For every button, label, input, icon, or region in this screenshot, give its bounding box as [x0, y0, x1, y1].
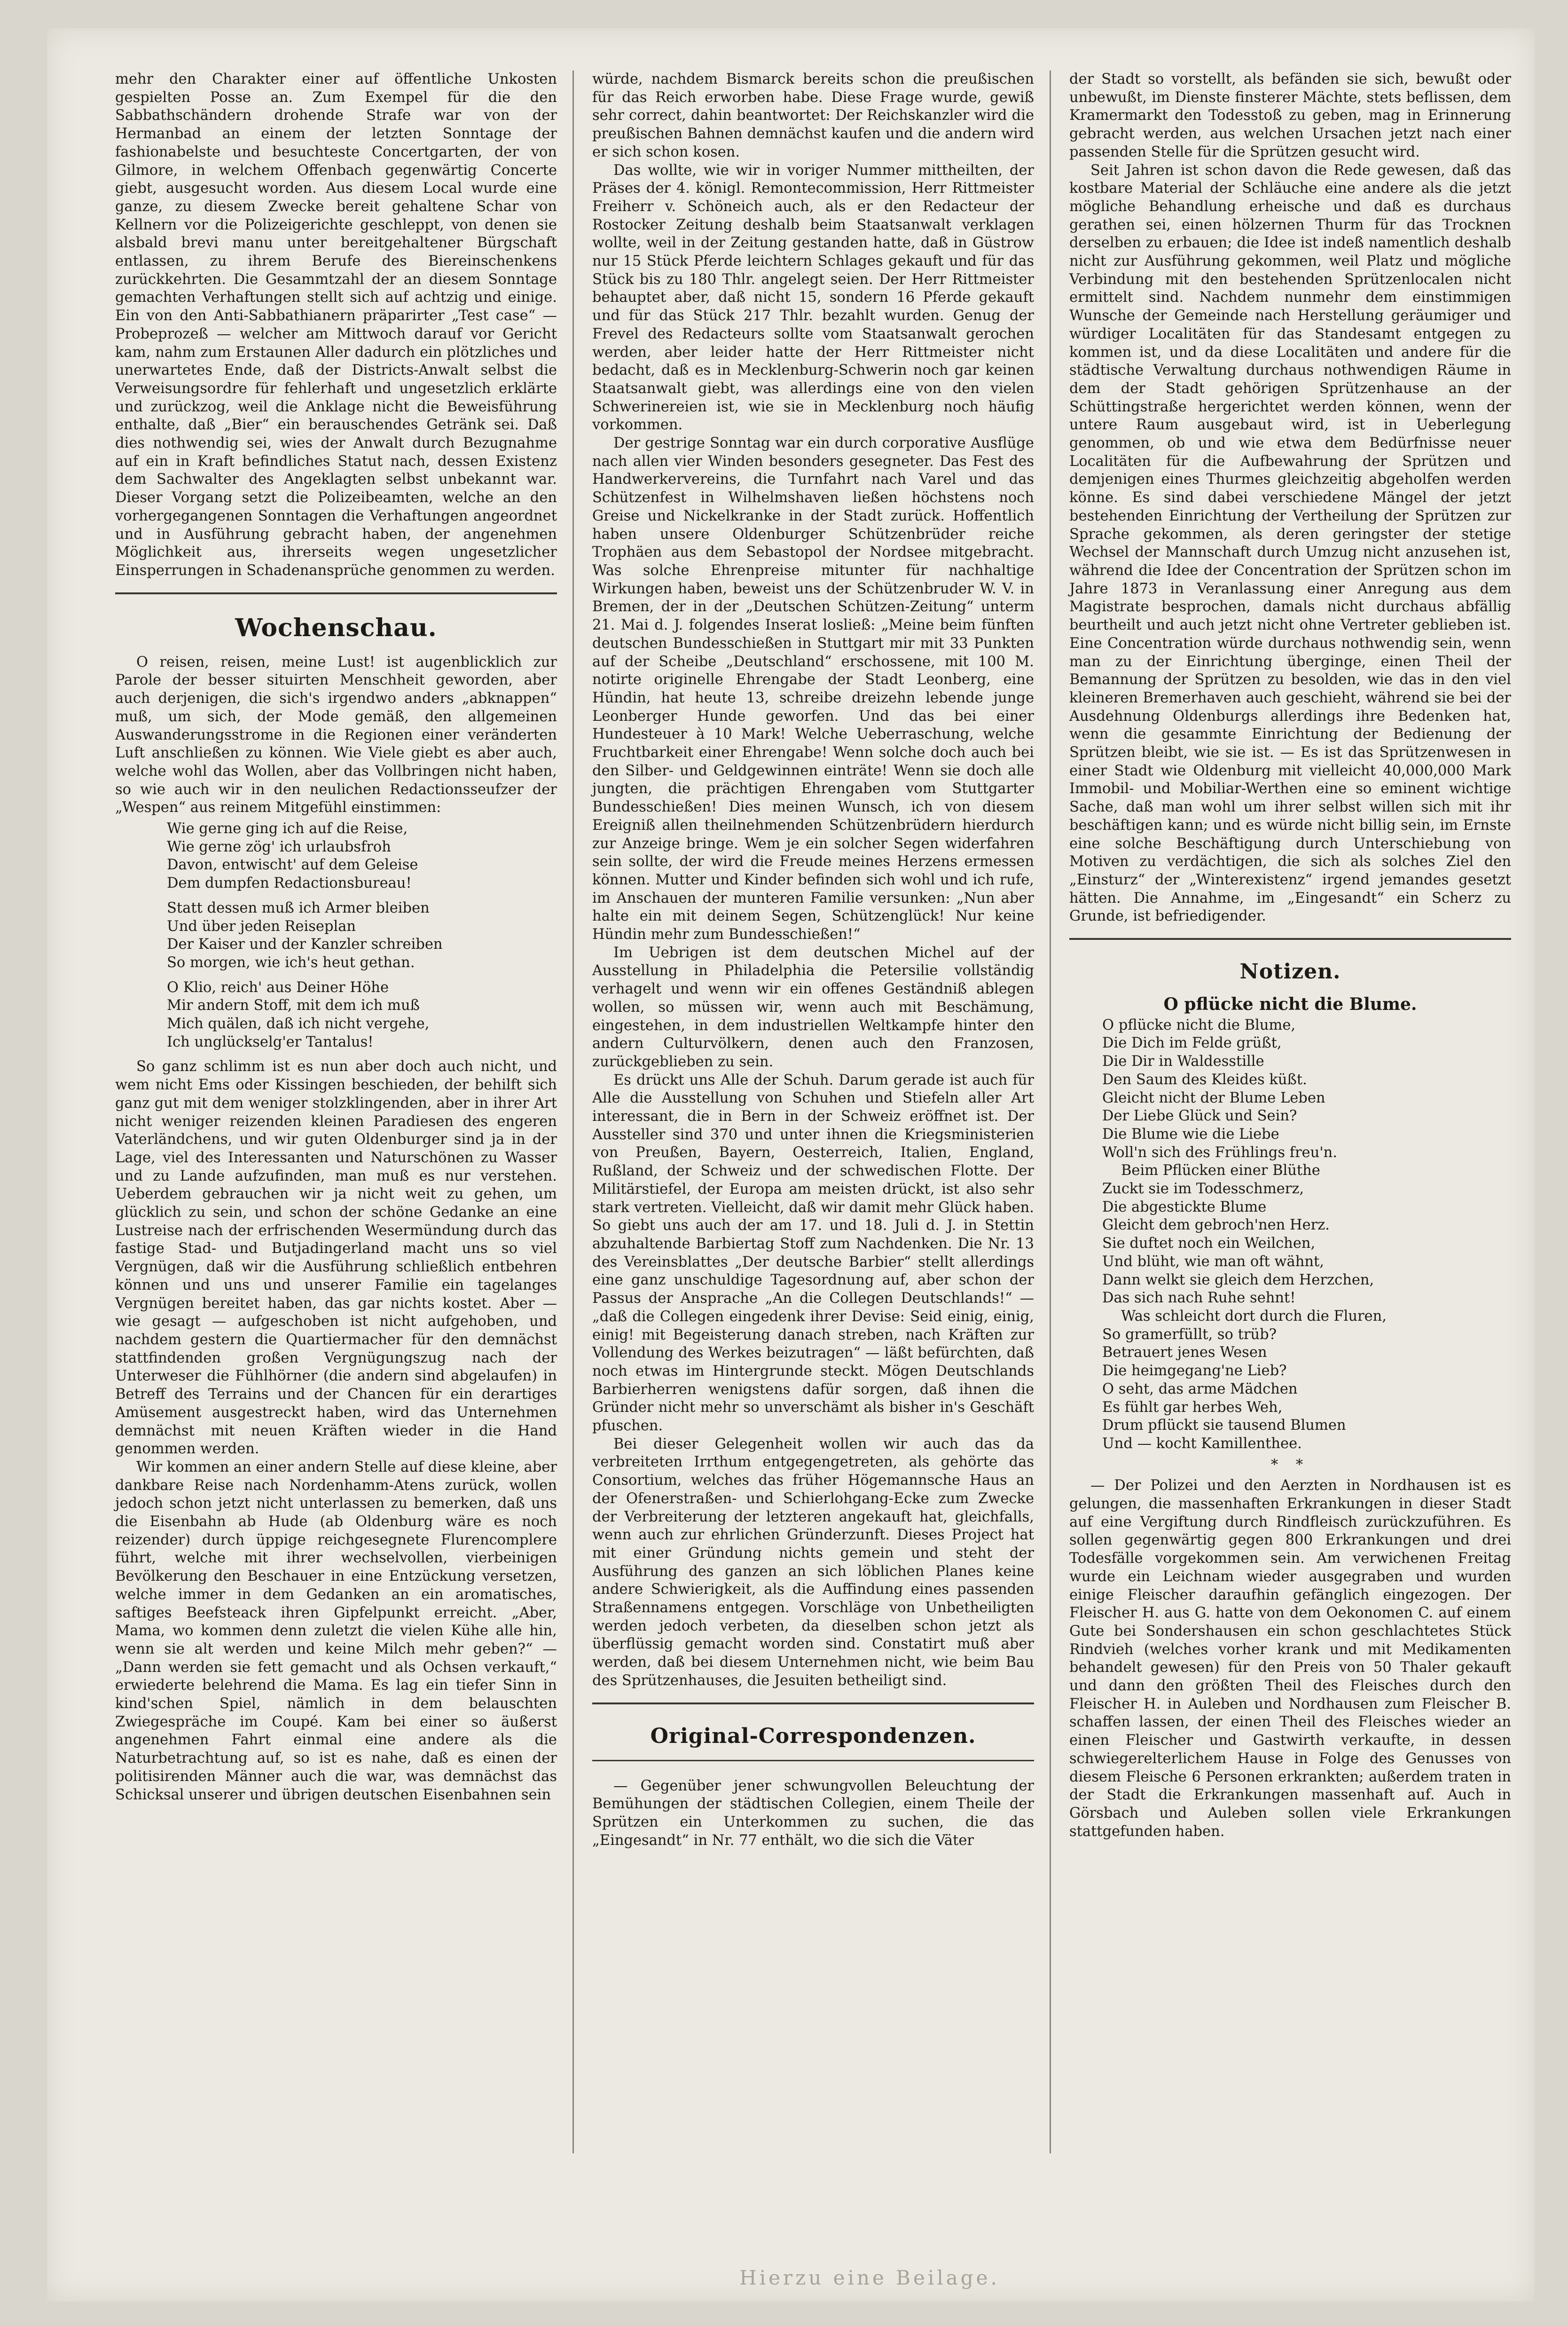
poem-line: Die heimgegang'ne Lieb? — [1102, 1363, 1287, 1379]
column-1 — [115, 71, 557, 1804]
poem-line: Die Dich im Felde grüßt, — [1102, 1035, 1282, 1052]
verse-line: Statt dessen muß ich Armer bleiben — [167, 899, 430, 916]
poem-line: Sie duftet noch ein Weilchen, — [1102, 1235, 1316, 1252]
verse-line: Und über jeden Reiseplan — [167, 918, 356, 935]
verse-line: Wie gerne zög' ich urlaubsfroh — [167, 838, 391, 855]
section-heading-correspondenzen: Original-Correspondenzen. — [650, 1724, 976, 1748]
section-divider — [1069, 938, 1511, 940]
poem-line: Den Saum des Kleides küßt. — [1102, 1071, 1307, 1088]
verse-stanza — [115, 820, 557, 893]
verse-stanza — [115, 899, 557, 972]
section-heading-wochenschau: Wochenschau. — [235, 613, 437, 642]
verse-line: Der Kaiser und der Kanzler schreiben — [167, 936, 443, 953]
poem-line: Gleicht dem gebroch'nen Herz. — [1102, 1217, 1330, 1234]
poem-line: Und — kocht Kamillenthee. — [1102, 1435, 1302, 1452]
poem-line: Was schleicht dort durch die Fluren, — [1121, 1308, 1387, 1324]
column-3 — [1069, 71, 1511, 1841]
verse-line: Ich unglückselg'er Tantalus! — [167, 1033, 374, 1050]
poem-line: O seht, das arme Mädchen — [1102, 1380, 1298, 1397]
section-heading-notizen: Notizen. — [1239, 960, 1341, 984]
poem-line: Dann welkt sie gleich dem Herzchen, — [1102, 1271, 1374, 1288]
poem-line: Es fühlt gar herbes Weh, — [1102, 1399, 1283, 1416]
poem-line: Woll'n sich des Frühlings freu'n. — [1102, 1144, 1337, 1161]
section-divider — [592, 1702, 1034, 1704]
poem-line: Gleicht nicht der Blume Leben — [1102, 1089, 1325, 1106]
section-divider — [115, 592, 557, 594]
verse-line: Dem dumpfen Redactionsbureau! — [167, 875, 412, 892]
poem-line: Betrauert jenes Wesen — [1102, 1344, 1267, 1361]
article-text: — Gegenüber jener schwungvollen Beleuchtung der Bemühungen der städtischen Collegien, einem Theile der Sprützen ein Unterkommen zu suchen, die das „Eingesandt“ in Nr. 77 enthält, wo die sich die Väter — [592, 1777, 1034, 1849]
separator-stars: * * — [1270, 1456, 1310, 1473]
article-text: der Stadt so vorstellt, als befänden sie sich, bewußt oder unbewußt, im Dienste finsterer Mächte, stets beflissen, dem Kramermarkt den Todesstoß zu geben, mag in Erinnerung gebracht werden, aus welchen Ursachen jetzt nach einer passenden Stelle für die Sprützen gesucht wird. — [1069, 71, 1511, 160]
section-divider — [592, 1760, 1034, 1761]
article-text: Bei dieser Gelegenheit wollen wir auch das da verbreiteten Irrthum entgegengetreten, als gehörte das Consortium, welches das früher Högemannsche Haus an der Ofenerstraßen- und Schierlohgang-Ecke zum Zwecke der Verbreiterung der letzteren angekauft hat, gleichfalls, wenn auch zur ehrlichen Gründerzunft. Dieses Project hat mit einer Gründung nichts gemein und steht der Ausführung des ganzen an sich löblichen Planes keine andere Schwierigkeit, als die Auffindung eines passenden Straßennamens entgegen. Vorschläge von Unbetheiligten werden jedoch verbeten, da dieselben schon jetzt als überflüssig gemacht worden sind. Constatirt muß aber werden, daß bei diesem Unternehmen nicht, wie beim Bau des Sprützenhauses, die Jesuiten betheiligt sind. — [592, 1435, 1034, 1689]
column-2 — [592, 71, 1034, 1850]
poem-line: Die abgestickte Blume — [1102, 1198, 1267, 1215]
column-separator — [572, 71, 574, 2153]
article-text: Im Uebrigen ist dem deutschen Michel auf der Ausstellung in Philadelphia die Petersilie vollständig verhagelt und wenn wir ein offenes Geständniß ablegen wollen, so müssen wir, wenn auch mit Beschämung, eingestehen, in dem industriellen Weltkampfe hinter den andern Culturvölkern, denen auch den Franzosen, zurückgeblieben zu sein. — [592, 944, 1034, 1070]
article-text: O reisen, reisen, meine Lust! ist augenblicklich zur Parole der besser situirten Menschheit geworden, aber auch derjenigen, die sich's irgendwo anders „abknappen“ muß, um sich, der Mode gemäß, den allgemeinen Auswanderungsstrome in die Regionen einer veränderten Luft anschließen zu können. Wie Viele giebt es aber auch, welche wohl das Wollen, aber das Vollbringen nicht haben, so wie auch wir in den neulichen Redactionsseufzer der „Wespen“ aus reinem Mitgefühl einstimmen: — [115, 654, 557, 816]
poem-line: So gramerfüllt, so trüb? — [1102, 1326, 1277, 1343]
poem — [1069, 1017, 1511, 1453]
poem-line: Das sich nach Ruhe sehnt! — [1102, 1290, 1296, 1307]
article-text: Das wollte, wie wir in voriger Nummer mittheilten, der Präses der 4. königl. Remontecommission, Herr Rittmeister Freiherr v. Schöneich auch, als er den Redacteur der Rostocker Zeitung deshalb beim Staatsanwalt verklagen wollte, weil in der Zeitung gestanden hatte, daß in Güstrow nur 15 Stück Pferde leichtern Schlages gekauft und für das Stück bis zu 180 Thlr. angelegt seien. Der Herr Rittmeister behauptet aber, daß nicht 15, sondern 16 Pferde gekauft und für das Stück 217 Thlr. bezahlt wurden. Genug der Frevel des Redacteurs sollte vom Staatsanwalt gerochen werden, aber leider hatte der Herr Rittmeister nicht bedacht, daß es in Mecklenburg-Schwerin noch gar keinen Staatsanwalt giebt, was allerdings eine von den vielen Schwerinereien ist, wie sie in Mecklenburg noch häufig vorkommen. — [592, 162, 1034, 433]
newspaper-page — [47, 28, 1535, 2301]
poem-line: Zuckt sie im Todesschmerz, — [1102, 1181, 1304, 1198]
verse-line: Mir andern Stoff, mit dem ich muß — [167, 997, 420, 1014]
article-text: Seit Jahren ist schon davon die Rede gewesen, daß das kostbare Material der Schläuche eine andere als die jetzt mögliche Behandlung erheische und daß es durchaus gerathen sei, einen hölzernen Thurm für das Trocknen derselben zu erbauen; die Idee ist indeß namentlich deshalb nicht zur Ausführung gekommen, weil Platz und mögliche Verbindung mit den bestehenden Sprützenlocalen nicht ermittelt sind. Nachdem nunmehr dem einstimmigen Wunsche der Gemeinde nach Herstellung geräumiger und würdiger Localitäten für das Standesamt entgegen zu kommen ist, und da diese Localitäten und andere für die städtische Verwaltung durchaus nothwendigen Räume in dem der Stadt gehörigen Sprützenhause an der Schüttingstraße hergerichtet werden können, wenn der untere Raum ausgebaut wird, ist in Ueberlegung genommen, ob und wie etwa dem Bedürfnisse neuer Localitäten für die Aufbewahrung der Sprützen und demjenigen eines Thurmes gleichzeitig abgeholfen werden könne. Es sind dabei verschiedene Mängel der jetzt bestehenden Einrichtung der Vertheilung der Sprützen zur Sprache gekommen, als deren geringster der stetige Wechsel der Mannschaft durch Umzug nicht anzusehen ist, während die Idee der Concentration der Sprützen schon im Jahre 1873 in Veranlassung einer Anregung aus dem Magistrate besprochen, damals nicht durchaus abfällig beurtheilt und auch jetzt nicht ohne Vertreter geblieben ist. Eine Concentration würde durchaus nothwendig sein, wenn man zu der Einrichtung überginge, einen Theil der Bemannung der Sprützen zu besolden, wie das in den viel kleineren Bremerhaven auch geschieht, während sie bei der Ausdehnung Oldenburgs allerdings ihre Bedenken hat, wenn die gesammte Einrichtung der Bedienung der Sprützen bleibt, wie sie ist. — Es ist das Sprützenwesen in einer Stadt wie Oldenburg mit vielleicht 40,000,000 Mark Immobil- und Mobiliar-Werthen eine so eminent wichtige Sache, daß man wohl um ihrer selbst willen sich mit ihr beschäftigen kann; und es würde nicht billig sein, im Ernste eine solche Beschäftigung durch Unterschiebung von Motiven zu verdächtigen, die sich als solches Ziel den „Einsturz“ der „Winterexistenz“ irgend jemandes gesetzt hätten. Die Annahme, im „Eingesandt“ ein Scherz zu Grunde, ist befriedigender. — [1069, 162, 1511, 925]
article-text: würde, nachdem Bismarck bereits schon die preußischen für das Reich erworben habe. Diese Frage wurde, gewiß sehr correct, dahin beantwortet: Der Reichskanzler wird die preußischen Bahnen demnächst kaufen und die andern wird er sich schon kosen. — [592, 71, 1034, 160]
article-text: Der gestrige Sonntag war ein durch corporative Ausflüge nach allen vier Winden besonders gesegneter. Das Fest des Handwerkervereins, die Turnfahrt nach Varel und das Schützenfest in Wilhelmshaven ließen höchstens noch Greise und Nickelkranke in der Stadt zurück. Hoffentlich haben unsere Oldenburger Schützenbrüder reiche Trophäen aus dem Sebastopol der Nordsee mitgebracht. Was solche Ehrenpreise mitunter für nachhaltige Wirkungen haben, beweist uns der Schützenbruder W. V. in Bremen, der in der „Deutschen Schützen-Zeitung“ unterm 21. Mai d. J. folgendes Inserat losließ: „Meine beim fünften deutschen Bundesschießen in Stuttgart mir mit 33 Punkten auf der Scheibe „Deutschland“ erschossene, mit 100 M. notirte originelle Ehrengabe der Stadt Leonberg, eine Hündin, hat heute 13, schreibe dreizehn lebende junge Leonberger Hunde geworfen. Und das bei einer Hundesteuer à 10 Mark! Welche Ueberraschung, welche Fruchtbarkeit einer Ehrengabe! Wenn solche doch auch bei den Silber- und Geldgewinnen einträte! Wenn sie doch alle jungten, die prächtigen Ehrengaben vom Stuttgarter Bundesschießen! Dies meinen Wunsch, ich von diesem Ereigniß allen theilnehmenden Schützenbrüdern hierdurch zur Anzeige bringe. Wem je ein solcher Segen widerfahren sein sollte, der wird die Freude meines Herzens ermessen können. Mutter und Kinder befinden sich wohl und ich rufe, im Anschauen der munteren Familie versunken: „Nun aber halte ein mit deinem Segen, Schützenglück! Nur keine Hündin mehr zum Bundesschießen!“ — [592, 435, 1034, 943]
verse-line: Mich quälen, daß ich nicht vergehe, — [167, 1016, 430, 1032]
article-text: Wir kommen an einer andern Stelle auf diese kleine, aber dankbare Reise nach Nordenhamm-Atens zurück, wollen jedoch schon jetzt nicht unterlassen zu bemerken, daß uns die Eisenbahn ab Hude (ab Oldenburg wäre es noch reizender) durch üppige reichgesegnete Flurencomplere führt, welche mit ihrer wechselvollen, vierbeinigen Bevölkerung den Beschauer in eine Entzückung versetzen, welche immer in dem Gedanken an ein aromatisches, saftiges Beefsteack ihren Gipfelpunkt erreicht. „Aber, Mama, wo kommen denn zuletzt die vielen Kühe alle hin, wenn sie alt werden und keine Milch mehr geben?“ — „Dann werden sie fett gemacht und als Ochsen verkauft,“ erwiederte belehrend die Mama. Es lag ein tiefer Sinn in kind'schen Spiel, nämlich in dem belauschten Zwiegespräche im Coupé. Kam bei einer so äußerst angenehmen Fahrt einmal eine andere als die Naturbetrachtung auf, so ist es nahe, daß es einen der politisirenden Männer auch die war, was demnächst das Schicksal unserer und übrigen deutschen Eisenbahnen sein — [115, 1458, 557, 1803]
faint-footer-text: Hierzu eine Beilage. — [739, 2266, 1000, 2289]
column-separator — [1050, 71, 1051, 2153]
article-text: So ganz schlimm ist es nun aber doch auch nicht, und wem nicht Ems oder Kissingen beschieden, der behilft sich ganz gut mit dem weniger stolzklingenden, aber in ihrer Art nicht weniger reizenden kleinen Paradiesen des engeren Vaterländchens, und wir guten Oldenburger sind ja in der Lage, viel des Interessanten und Naturschönen zu Wasser und zu Lande aufzufinden, man muß es nur verstehen. Ueberdem gebrauchen wir ja nicht weit zu gehen, um glücklich zu sein, und schon der schöne Gedanke an eine Lustreise nach der erfrischenden Wesermündung durch das fastige Stad- und Butjadingerland macht uns so viel Vergnügen, daß wir die Ausführung schließlich entbehren können und uns und unserer Familie ein tagelanges Vergnügen bereitet haben, das gar nichts kostet. Aber — wie gesagt — aufgeschoben ist nicht aufgehoben, und nachdem gestern die Quartiermacher für den demnächst stattfindenden großen Vergnügungszug nach der Unterweser die Fühlhörner (die andern sind abgelaufen) in Betreff des Terrains und der Chancen für ein derartiges Amüsement ausgestreckt haben, wird das Unternehmen demnächst mit neuen Kräften wieder in die Hand genommen werden. — [115, 1058, 557, 1458]
verse-line: So morgen, wie ich's heut gethan. — [167, 954, 415, 971]
article-text: Es drückt uns Alle der Schuh. Darum gerade ist auch für Alle die Ausstellung von Schuhen und Stiefeln aller Art interessant, die in Bern in der Schweiz eröffnet ist. Der Aussteller sind 370 und unter ihnen die Kriegsministerien von Preußen, Bayern, Oesterreich, Italien, England, Rußland, der Schweiz und der schwedischen Flotte. Der Militärstiefel, der Europa am meisten drückt, ist also sehr stark vertreten. Vielleicht, daß wir damit mehr Glück haben. So giebt uns auch der am 17. und 18. Juli d. J. in Stettin abzuhaltende Barbiertag Stoff zum Nachdenken. Die Nr. 13 des Vereinsblattes „Der deutsche Barbier“ stellt allerdings eine ganz unschuldige Tagesordnung auf, aber schon der Passus der Ansprache „An die Collegen Deutschlands!“ — „daß die Collegen eingedenk ihrer Devise: Seid einig, einig, einig! mit Begeisterung danach streben, nach Kräften zur Vollendung des Werkes beizutragen“ — läßt befürchten, daß noch etwas im Hintergrunde steckt. Mögen Deutschlands Barbierherren wenigstens dafür sorgen, daß ihnen die Gründer nicht mehr so unverschämt als bisher in's Geschäft pfuschen. — [592, 1072, 1034, 1434]
poem-line: Die Blume wie die Liebe — [1102, 1126, 1279, 1143]
verse-line: Wie gerne ging ich auf die Reise, — [167, 820, 408, 837]
poem-title: O pflücke nicht die Blume. — [1163, 994, 1417, 1015]
poem-line: Drum pflückt sie tausend Blumen — [1102, 1417, 1346, 1434]
article-text: — Der Polizei und den Aerzten in Nordhausen ist es gelungen, die massenhaften Erkrankungen in dieser Stadt auf eine Vergiftung durch Rindfleisch zurückzuführen. Es sollen gegenwärtig gegen 800 Erkrankungen und drei Todesfälle vorgekommen sein. Am verwichenen Freitag wurde ein Leichnam wieder ausgegraben und wurden einige Fleischer daraufhin gefänglich eingezogen. Der Fleischer H. aus G. hatte von dem Oekonomen C. auf einem Gute bei Sondershausen ein schon geschlachtetes Stück Rindvieh (welches vorher krank und mit Medikamenten behandelt gewesen) für den Preis von 50 Thaler gekauft und dann den größten Theil des Fleisches durch den Fleischer H. in Auleben und Nordhausen zum Fleischer B. schaffen lassen, der einen Theil des Fleisches wieder an einen Fleischer und Gastwirth verkaufte, in dessen schwiegerelterlichem Hause in Folge des Genusses von diesem Fleische 6 Personen erkrankten; außerdem traten in der Stadt die Erkrankungen massenhaft auf. Auch in Görsbach und Auleben sollen viele Erkrankungen stattgefunden haben. — [1069, 1477, 1511, 1840]
poem-line: Und blüht, wie man oft wähnt, — [1102, 1253, 1324, 1270]
article-text: mehr den Charakter einer auf öffentliche Unkosten gespielten Posse an. Zum Exempel für die den Sabbathschändern drohende Strafe war von der Hermanbad an einem der letzten Sonntage der fashionabelste und besuchteste Concertgarten, der von Gilmore, in welchem Offenbach gegenwärtig Concerte giebt, ausgesucht worden. Aus diesem Local wurde eine ganze, zu diesem Zwecke bereit gehaltene Schar von Kellnern vor die Polizeigerichte geschleppt, von denen sie alsbald brevi manu unter bereitgehaltener Bürgschaft entlassen, zu ihrem Berufe des Biereinschenkens zurückkehrten. Die Gesammtzahl der an diesem Sonntage gemachten Verhaftungen stellt sich auf achtzig und einige. Ein von den Anti-Sabbathianern präparirter „Test case“ — Probeprozeß — welcher am Mittwoch darauf vor Gericht kam, nahm zum Erstaunen Aller dadurch ein plötzliches und unerwartetes Ende, daß der Districts-Anwalt selbst die Verweisungsordre für fehlerhaft und ungesetzlich erklärte und zurückzog, weil die Anklage nicht die Beweisführung enthalte, daß „Bier“ ein berauschendes Getränk sei. Daß dies nothwendig sei, wies der Anwalt durch Bezugnahme auf ein in Kraft befindliches Statut nach, dessen Existenz dem Sachwalter des Angeklagten selbst unbekannt war. Dieser Vorgang setzt die Polizeibeamten, welche an den vorhergegangenen Sonntagen die Verhaftungen angeordnet und in Ausführung gebracht haben, der angenehmen Möglichkeit aus, ihrerseits wegen ungesetzlicher Einsperrungen in Schadenansprüche genommen zu werden. — [115, 71, 557, 579]
verse-line: Davon, entwischt' auf dem Geleise — [167, 857, 418, 874]
poem-line: Der Liebe Glück und Sein? — [1102, 1108, 1297, 1125]
poem-line: O pflücke nicht die Blume, — [1102, 1017, 1296, 1033]
poem-line: Beim Pflücken einer Blüthe — [1121, 1162, 1320, 1179]
poem-line: Die Dir in Waldesstille — [1102, 1053, 1264, 1070]
verse-line: O Klio, reich' aus Deiner Höhe — [167, 979, 389, 996]
verse-stanza — [115, 979, 557, 1052]
